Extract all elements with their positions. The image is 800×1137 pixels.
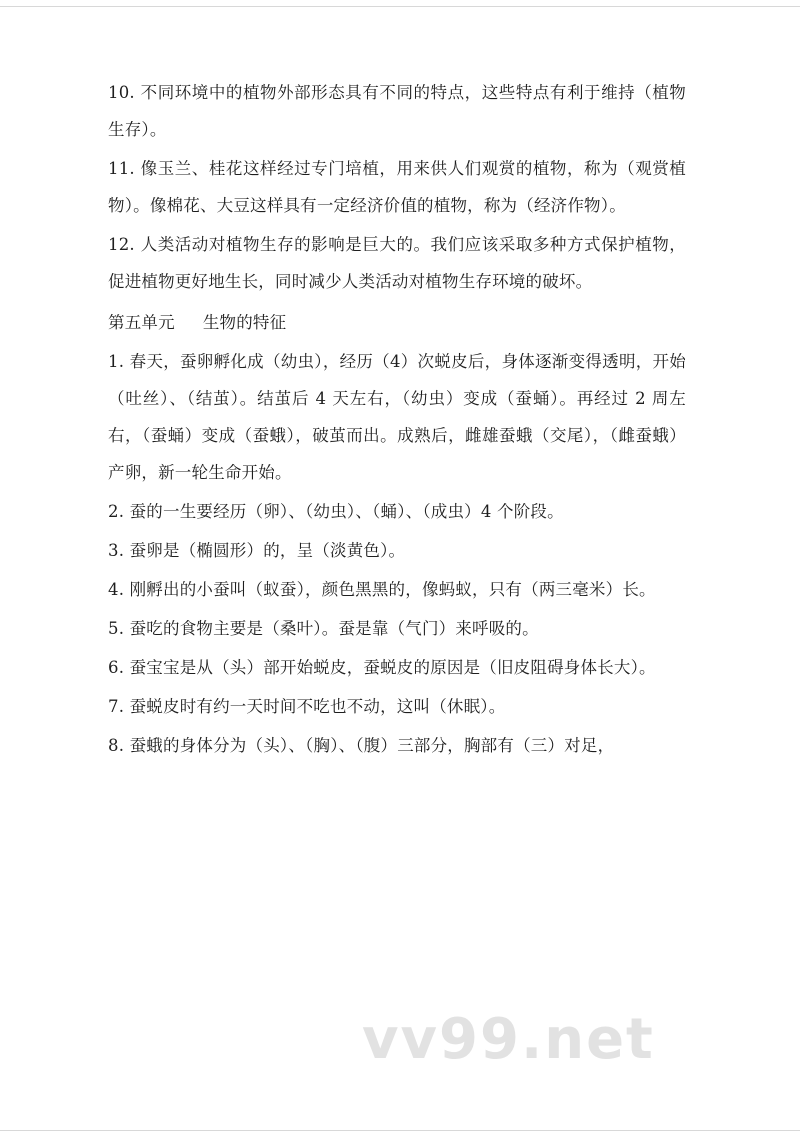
unit-item-6: 6. 蚕宝宝是从（头）部开始蜕皮，蚕蜕皮的原因是（旧皮阻碍身体长大）。 — [108, 658, 656, 677]
unit-number: 第五单元 — [108, 313, 175, 332]
paragraph-11: 11. 像玉兰、桂花这样经过专门培植，用来供人们观赏的植物，称为（观赏植物）。像棉花、大豆这样具有一定经济价值的植物，称为（经济作物）。 — [108, 159, 686, 215]
paragraph-12: 12. 人类活动对植物生存的影响是巨大的。我们应该采取多种方式保护植物，促进植物更好地生长，同时减少人类活动对植物生存环境的破坏。 — [108, 235, 686, 291]
watermark: vv99.net — [362, 1007, 655, 1072]
paragraph-10: 10. 不同环境中的植物外部形态具有不同的特点，这些特点有利于维持（植物生存）。 — [108, 83, 686, 139]
document-body — [108, 74, 686, 766]
unit-item-3: 3. 蚕卵是（椭圆形）的，呈（淡黄色）。 — [108, 541, 406, 560]
unit-item-7: 7. 蚕蜕皮时有约一天时间不吃也不动，这叫（休眠）。 — [108, 697, 506, 716]
unit-title: 生物的特征 — [202, 313, 287, 332]
unit-item-8: 8. 蚕蛾的身体分为（头）、（胸）、（腹）三部分，胸部有（三）对足， — [108, 736, 615, 755]
unit-item-1: 1. 春天，蚕卵孵化成（幼虫），经历（4）次蜕皮后，身体逐渐变得透明，开始（吐丝）、（结茧）。结茧后 4 天左右，（幼虫）变成（蚕蛹）。再经过 2 周左右，（蚕蛹）变成（蚕蛾），破茧而出。成熟后，雌雄蚕蛾（交尾），（雌蚕蛾）产卵，新一轮生命开始。 — [108, 352, 686, 482]
unit-item-5: 5. 蚕吃的食物主要是（桑叶）。蚕是靠（气门）来呼吸的。 — [108, 619, 539, 638]
unit-item-4: 4. 刚孵出的小蚕叫（蚁蚕），颜色黑黑的，像蚂蚁，只有（两三毫米）长。 — [108, 580, 656, 599]
page-bottom-rule — [0, 1130, 800, 1131]
unit-item-2: 2. 蚕的一生要经历（卵）、（幼虫）、（蛹）、（成虫）4 个阶段。 — [108, 502, 564, 521]
page-top-rule — [0, 6, 800, 7]
unit-heading — [108, 304, 686, 341]
